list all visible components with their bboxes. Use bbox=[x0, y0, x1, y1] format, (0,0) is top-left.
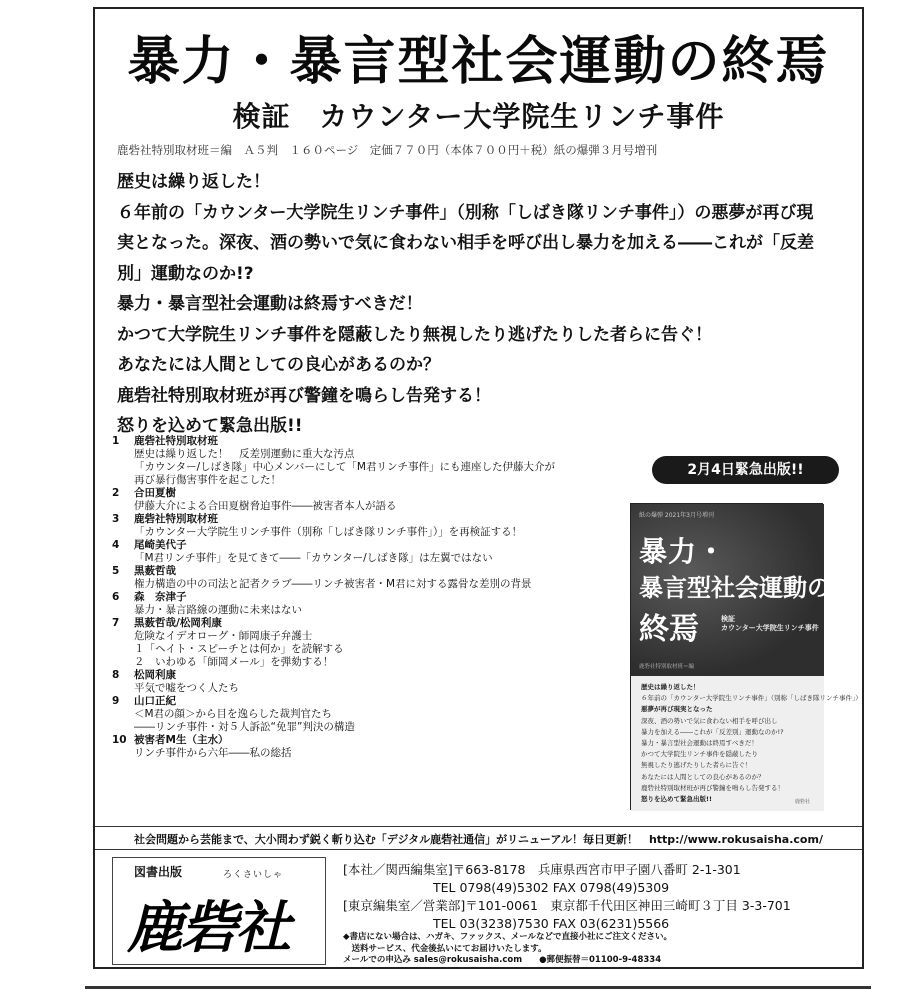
order-line: 送料サービス、代金後払いにてお届けいたします。 bbox=[343, 943, 547, 954]
toc-line: 権力構造の中の司法と記者クラブ――リンチ被害者・M君に対する露骨な差別の背景 bbox=[134, 578, 532, 590]
book-publisher-mark: 鹿砦社 bbox=[794, 799, 810, 805]
book-cover-line: あなたには人間としての良心があるのか？ bbox=[641, 772, 765, 781]
intro-text bbox=[117, 167, 847, 442]
release-date-badge: 2月4日緊急出版!! bbox=[652, 456, 839, 484]
toc-author: 黒薮哲哉/松岡利康 bbox=[134, 617, 222, 629]
table-of-contents bbox=[112, 435, 622, 760]
book-cover-line: 深夜、酒の勢いで気に食わない相手を呼び出し bbox=[641, 716, 778, 725]
divider bbox=[95, 826, 862, 827]
toc-number: 2 bbox=[112, 487, 120, 499]
toc-author: 鹿砦社特別取材班 bbox=[134, 513, 218, 525]
book-cover-line: 怒りを込めて緊急出版!! bbox=[641, 795, 712, 804]
book-cover-line: 鹿砦社特別取材班が再び警鐘を鳴らし告発する！ bbox=[641, 783, 784, 792]
address-line: [東京編集室／営業部]〒101-0061 東京都千代田区神田三崎町３丁目 3-3-701 bbox=[343, 898, 791, 913]
toc-number: 6 bbox=[112, 591, 120, 603]
toc-entry bbox=[112, 669, 622, 695]
book-cover-line: 歴史は繰り返した！ bbox=[641, 683, 700, 691]
toc-number: 3 bbox=[112, 513, 120, 525]
book-subtitle bbox=[721, 615, 819, 633]
toc-entry bbox=[112, 734, 622, 760]
intro-line: ６年前の「カウンター大学院生リンチ事件」（別称「しばき隊リンチ事件」）の悪夢が再び現 bbox=[117, 202, 814, 223]
publisher-logo bbox=[112, 857, 326, 965]
toc-body bbox=[134, 487, 622, 513]
intro-line: 暴力・暴言型社会運動は終焉すべきだ！ bbox=[117, 294, 423, 314]
divider bbox=[85, 986, 871, 989]
logo-label: 図書出版 bbox=[134, 865, 183, 879]
toc-line: 危険なイデオローグ・師岡康子弁護士 bbox=[134, 630, 313, 642]
logo-wordmark: 鹿砦社 bbox=[127, 895, 289, 961]
order-line: メールでの申込み sales@rokusaisha.com ●郵便振替＝01100-9-48334 bbox=[343, 955, 662, 965]
logo-ruby: ろくさいしゃ bbox=[223, 870, 284, 880]
toc-author: 合田夏樹 bbox=[134, 487, 176, 499]
book-title-line: 暴言型社会運動の bbox=[639, 574, 831, 602]
book-title-line: 終焉 bbox=[639, 612, 699, 647]
book-cover-line: 無視したり逃げたりした者らに告ぐ！ bbox=[641, 761, 752, 770]
toc-line: １「ヘイト・スピーチとは何か」を読解する bbox=[134, 643, 344, 655]
toc-body bbox=[134, 565, 622, 591]
toc-entry bbox=[112, 617, 622, 669]
toc-body bbox=[134, 669, 622, 695]
toc-entry bbox=[112, 591, 622, 617]
toc-entry bbox=[112, 539, 622, 565]
book-cover-text bbox=[631, 676, 862, 811]
book-cover-line: 暴力を加える――これが「反差別」運動なのか!? bbox=[641, 727, 784, 736]
toc-body bbox=[134, 617, 622, 669]
toc-body bbox=[134, 539, 622, 565]
toc-number: 5 bbox=[112, 565, 120, 577]
book-cover-image bbox=[630, 503, 862, 810]
phone-line: TEL 03(3238)7530 FAX 03(6231)5566 bbox=[433, 916, 670, 931]
toc-author: 山口正紀 bbox=[134, 695, 176, 707]
toc-line: ――リンチ事件・対５人訴訟“免罪”判決の構造 bbox=[134, 721, 355, 733]
toc-entry bbox=[112, 695, 622, 734]
toc-author: 森 奈津子 bbox=[134, 591, 187, 603]
order-info bbox=[343, 932, 672, 967]
toc-line: 「カウンター/しばき隊」中心メンバーにして「M君リンチ事件」にも連座した伊藤大介が bbox=[134, 461, 555, 473]
publisher-address bbox=[343, 861, 791, 933]
toc-line: 再び暴行傷害事件を起こした！ bbox=[134, 474, 281, 486]
toc-line: リンチ事件から六年――私の総括 bbox=[134, 747, 292, 759]
toc-number: 9 bbox=[112, 695, 120, 707]
toc-line: 歴史は繰り返した！ 反差別運動に重大な汚点 bbox=[134, 448, 355, 460]
book-subtitle-line: 検証 bbox=[721, 615, 735, 623]
order-line: ◆書店にない場合は、ハガキ、ファックス、メールなどで直接小社にご注文ください。 bbox=[343, 932, 673, 942]
toc-line: ＜M君の顔＞から目を逸らした裁判官たち bbox=[134, 708, 333, 720]
toc-line: 伊藤大介による合田夏樹脅迫事件――被害者本人が語る bbox=[134, 500, 397, 512]
publication-info: 鹿砦社特別取材班＝編 Ａ５判 １６０ページ 定価７７０円（本体７００円＋税）紙の爆弾３月号増刊 bbox=[117, 143, 658, 157]
toc-entry bbox=[112, 513, 622, 539]
toc-body bbox=[134, 591, 622, 617]
divider bbox=[95, 849, 862, 850]
toc-number: 10 bbox=[112, 734, 127, 746]
toc-author: 鹿砦社特別取材班 bbox=[134, 435, 218, 447]
book-cover-line: 悪夢が再び現実となった bbox=[641, 705, 713, 714]
toc-author: 黒薮哲哉 bbox=[134, 565, 176, 577]
intro-line: 別」運動なのか!? bbox=[117, 263, 254, 284]
toc-body bbox=[134, 695, 622, 734]
book-tag: 紙の爆弾 2021年3月号増刊 bbox=[639, 512, 714, 519]
advertisement-frame bbox=[93, 7, 864, 969]
toc-line: 平気で嘘をつく人たち bbox=[134, 682, 239, 694]
toc-line: 暴力・暴言路線の運動に未来はない bbox=[134, 604, 302, 616]
toc-number: 7 bbox=[112, 617, 120, 629]
toc-line: ２ いわゆる「師岡メール」を弾劾する！ bbox=[134, 656, 334, 668]
toc-body bbox=[134, 435, 622, 487]
intro-line: 歴史は繰り返した！ bbox=[117, 172, 270, 192]
toc-entry bbox=[112, 565, 622, 591]
toc-author: 尾崎美代子 bbox=[134, 539, 187, 551]
toc-author: 松岡利康 bbox=[134, 669, 176, 681]
intro-line: かつて大学院生リンチ事件を隠蔽したり無視したり逃げたりした者らに告ぐ！ bbox=[117, 324, 712, 345]
book-cover-line: 暴力・暴言型社会運動は終焉すべきだ！ bbox=[641, 739, 758, 748]
website-notice: 社会問題から芸能まで、大小問わず鋭く斬り込む「デジタル鹿砦社通信」がリニューアル！毎日更新！ http://www.rokusaisha.com/ bbox=[134, 833, 823, 846]
toc-author: 被害者M生（主水） bbox=[134, 734, 229, 746]
address-line: [本社／関西編集室]〒663-8178 兵庫県西宮市甲子園八番町 2-1-301 bbox=[343, 862, 741, 877]
toc-line: 「M君リンチ事件」を見てきて――「カウンター/しばき隊」は左翼ではない bbox=[134, 552, 493, 564]
intro-line: 鹿砦社特別取材班が再び警鐘を鳴らし告発する！ bbox=[117, 385, 491, 406]
toc-body bbox=[134, 734, 622, 760]
toc-number: 1 bbox=[112, 435, 120, 447]
toc-entry bbox=[112, 487, 622, 513]
book-editor: 鹿砦社特別取材班＝編 bbox=[639, 664, 695, 670]
toc-number: 8 bbox=[112, 669, 120, 681]
phone-line: TEL 0798(49)5302 FAX 0798(49)5309 bbox=[433, 880, 670, 895]
book-cover-top bbox=[631, 504, 831, 676]
toc-line: 「カウンター大学院生リンチ事件（別称「しばき隊リンチ事件」）」を再検証する！ bbox=[134, 526, 523, 538]
book-cover-line: かつて大学院生リンチ事件を隠蔽したり bbox=[641, 750, 758, 759]
page-title: 暴力・暴言型社会運動の終焉 bbox=[127, 32, 830, 92]
intro-line: 怒りを込めて緊急出版!! bbox=[117, 416, 303, 436]
intro-line: あなたには人間としての良心があるのか？ bbox=[117, 355, 440, 375]
book-subtitle-line: カウンター大学院生リンチ事件 bbox=[721, 624, 819, 632]
intro-line: 実となった。深夜、酒の勢いで気に食わない相手を呼び出し暴力を加える――これが「反差 bbox=[117, 233, 814, 253]
book-title-line: 暴力・ bbox=[639, 535, 727, 568]
book-cover-line: ６年前の「カウンター大学院生リンチ事件」（別称「しばき隊リンチ事件」） bbox=[641, 694, 862, 703]
toc-number: 4 bbox=[112, 539, 120, 551]
subtitle: 検証 カウンター大学院生リンチ事件 bbox=[232, 100, 725, 133]
toc-entry bbox=[112, 435, 622, 487]
toc-body bbox=[134, 513, 622, 539]
